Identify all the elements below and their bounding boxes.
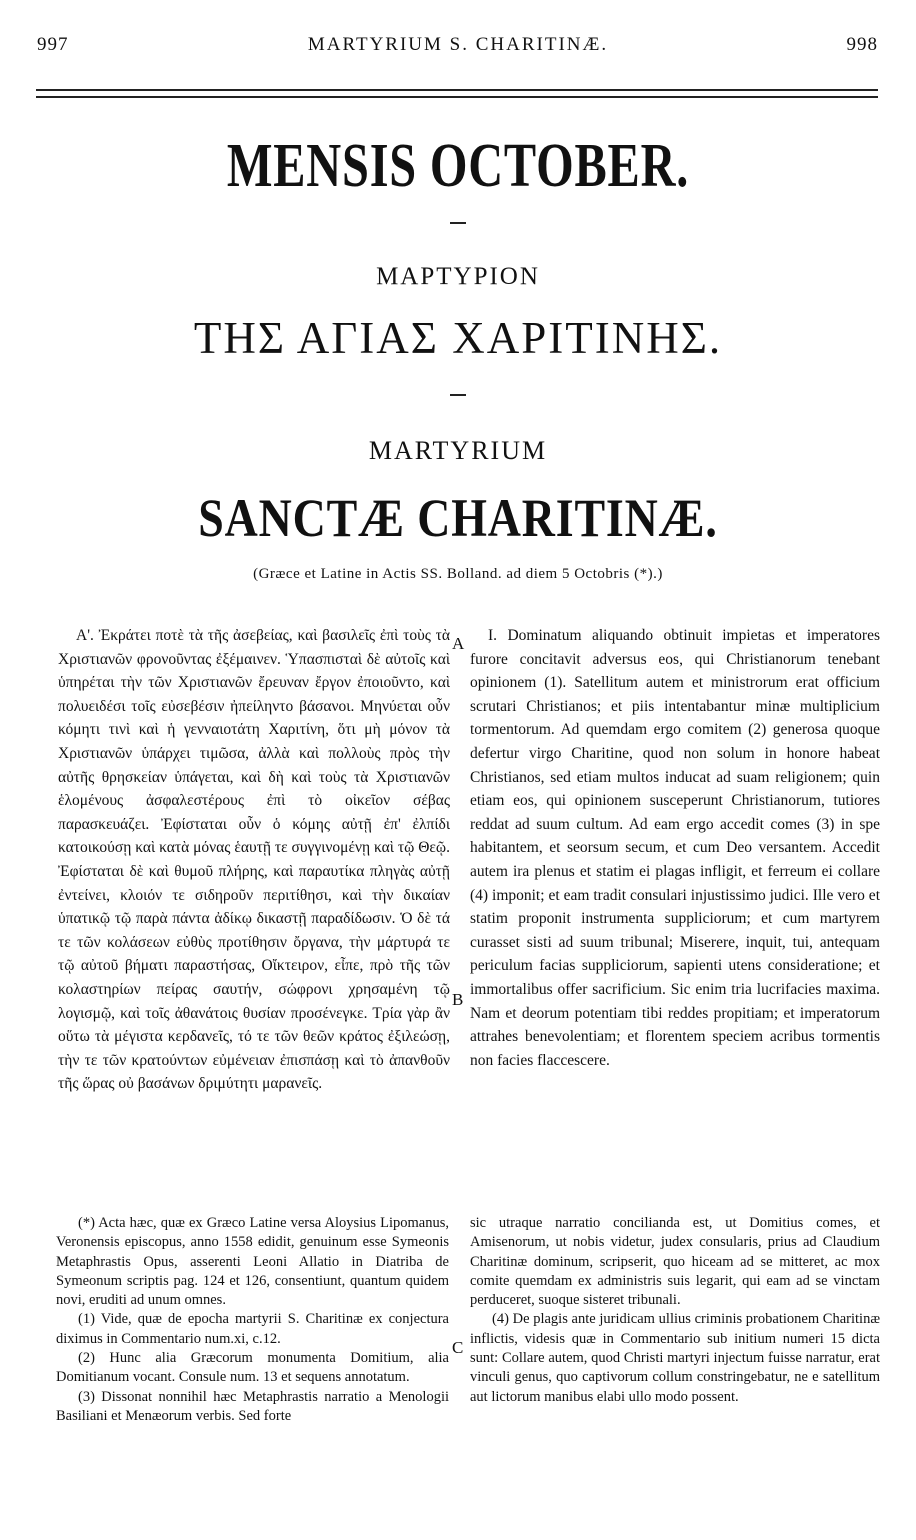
- footnotes-left: [56, 1214, 449, 1426]
- dash-divider: [450, 222, 466, 224]
- latin-heading-small: MARTYRIUM: [368, 436, 548, 465]
- footnote: (3) Dissonat nonnihil hæc Metaphrastis narratio a Menologii Basiliani et Menæorum verbis. Sed forte: [56, 1388, 449, 1424]
- double-rule-divider: [36, 89, 878, 98]
- source-subtitle: (Græce et Latine in Actis SS. Bolland. ad diem 5 Octobris (*).): [253, 566, 663, 582]
- footnote: sic utraque narratio conciliandа est, ut Domitius comes, et Amisenorum, ut nobis videtur, judex consularis, prius ad Claudium Charitinæ dominum, scripserit, quo hiceam ad se mitteret, ac mox comite quemdam ex administris suis legarit, qui eam ad se vinctam perduceret, suoque sisteret tribunali.: [470, 1215, 880, 1309]
- latin-heading-large: SANCTÆ CHARITINÆ.: [198, 488, 718, 548]
- footnote: (4) De plagis ante juridicam ullius criminis probationem Charitinæ inflictis, videsis quæ in Commentario sub initium numeri 15 dicta sunt: Collare autem, quod Christi martyri injectum fuisse narratur, erat vinculi genus, quo captivorum collum constringebatur, ne e satellitum aut lictorum manibus elabi ullo modo possent.: [470, 1311, 880, 1405]
- greek-paragraph: Α'. Ἐκράτει ποτὲ τὰ τῆς ἀσεβείας, καὶ βασιλεῖς ἐπὶ τοὺς τὰ Χριστιανῶν φρονοῦντας ἐξέμαινεν. Ὑπασπισταὶ δὲ αὐτοῖς καὶ ὑπηρέται τὴν τῶν Χριστιανῶν ἔρευναν ἔργον ἐποιοῦντο, καὶ πολυειδέσι τοῖς εὐσεβέσιν ἠπείληντο βάσανοι. Μηνύεται οὖν κόμητι τινὶ καὶ ἡ γενναιοτάτη Χαριτίνη, ὅτι μὴ μόνον τὰ Χριστιανῶν ὑπάρχει τιμῶσα, ἀλλὰ καὶ πολλοὺς πρὸς τὴν αὐτῆς θρησκείαν ὑπάγεται, καὶ δὴ καὶ τοὺς τὰ Χριστιανῶν ἑλομένους ἀσφαλεστέρους ἐπὶ τὸ οἰκεῖον σέβας παρασκευάζει. Ἐφίσταται οὖν ὁ κόμης αὐτῇ ἐπ' ἐλπίδι κατοικούσῃ καὶ κατὰ μόνας ἑαυτῇ τε συγγινομένῃ καὶ τῷ Θεῷ. Ἐφίσταται δὲ καὶ θυμοῦ πλήρης, καὶ παραυτίκα πληγὰς αὐτῇ ἐντείνει, κλοιόν τε σιδηροῦν περιτίθησι, καὶ τὴν δικαίαν ὑπατικῷ τῷ παρὰ πάντα ἀδίκῳ δικαστῇ παραδίδωσιν. Ὁ δὲ τά τε τῶν κολάσεων εὐθὺς προτίθησιν ὄργανα, τὴν μάρτυρά τε τῷ αὐτοῦ βήματι παραστήσας, Οἴκτειρον, εἶπε, πρὸ τῆς τῶν κολαστηρίων πείρας σαυτήν, σώφρονι χρησαμένη τῷ λογισμῷ, καὶ τοῖς ἀθανάτοις θυσίαν προσένεγκε. Τρία γὰρ ἂν οὕτω τὰ μέγιστα κερδανεῖς, τό τε τῶν θεῶν κράτος ἐξιλεώσῃ, τὴν τε τῶν κρατούντων εὐμένειαν ἐπισπάσῃ καὶ τὸ ἀπανθοῦν τῆς ὥρας οὐ βασάνων δριμύτητι μαρανεῖς.: [58, 627, 450, 1093]
- column-number-left: 997: [37, 34, 69, 55]
- latin-text-column: [470, 624, 880, 1072]
- greek-text-column: [58, 624, 450, 1096]
- latin-paragraph: I. Dominatum aliquando obtinuit impietas et imperatores furore concitavit adversus eos, qui Christianorum tenebant opinionem (1). Satellitum autem et ministrorum erat officium scrutari Christianos; et piis intentabantur minæ multiplicium tormentorum. Ad quemdam ergo comitem (2) generosa quoque defertur virgo Charitine, quod non solum in honore habeat Christianos, sed etiam multos inducat ad suam religionem; quin etiam eos, qui opinionem susceperunt Christianorum, tutiores reddat ad suum cultum. Ad eam ergo accedit comes (3) in spe habitantem, et seorsum secum, et cum Deo versantem. Accedit autem ira plenus et statim ei plagas infligit, et ferreum ei collare (4) imponit; et eam tradit consulari injustissimo judici. Ille vero et statim proponit instrumenta suppliciorum; et cum martyrem curasset sisti ad suum tribunal; Miserere, inquit, tui, antequam periculum facias suppliciorum, sapienti utens consideratione; et immortalibus offer sacrificium. Sic enim tria lucrifacies maxima. Nam et deorum potentiam tibi reddes propitiam; et imperatorum attrahes benevolentiam; et florentem speciem acribus tormentis non facies flaccescere.: [470, 627, 880, 1069]
- margin-letter-a: A: [452, 634, 465, 653]
- dash-divider: [450, 394, 466, 396]
- running-title: MARTYRIUM S. CHARITINÆ.: [307, 34, 609, 55]
- running-head: [0, 34, 916, 64]
- month-heading: MENSIS OCTOBER.: [226, 132, 690, 200]
- column-number-right: 998: [846, 34, 878, 55]
- footnotes-right: [470, 1214, 880, 1407]
- greek-heading-large: ΤΗΣ ΑΓΙΑΣ ΧΑΡΙΤΙΝΗΣ.: [193, 313, 723, 363]
- footnote: (*) Acta hæc, quæ ex Græco Latine versa Aloysius Lipomanus, Veronensis episcopus, anno 1558 edidit, genuinum esse Symeonis Metaphrastis Opus, asserenti Leoni Allatio in Diatriba de Symeonum scriptis pag. 124 et 126, consentiunt, quantum quidem novi, eruditi ad unum omnes.: [56, 1215, 449, 1309]
- margin-letter-b: B: [452, 990, 464, 1009]
- footnote: (1) Vide, quæ de epocha martyrii S. Charitinæ ex conjectura diximus in Commentario num.xi, c.12.: [56, 1311, 449, 1347]
- margin-letter-c: C: [452, 1338, 464, 1357]
- footnote: (2) Hunc alia Græcorum monumenta Domitium, alia Domitianum vocant. Consule num. 13 et sequens annotatum.: [56, 1350, 449, 1386]
- greek-heading-small: ΜΑΡΤΥΡΙΟΝ: [376, 263, 540, 290]
- title-block: [0, 124, 916, 583]
